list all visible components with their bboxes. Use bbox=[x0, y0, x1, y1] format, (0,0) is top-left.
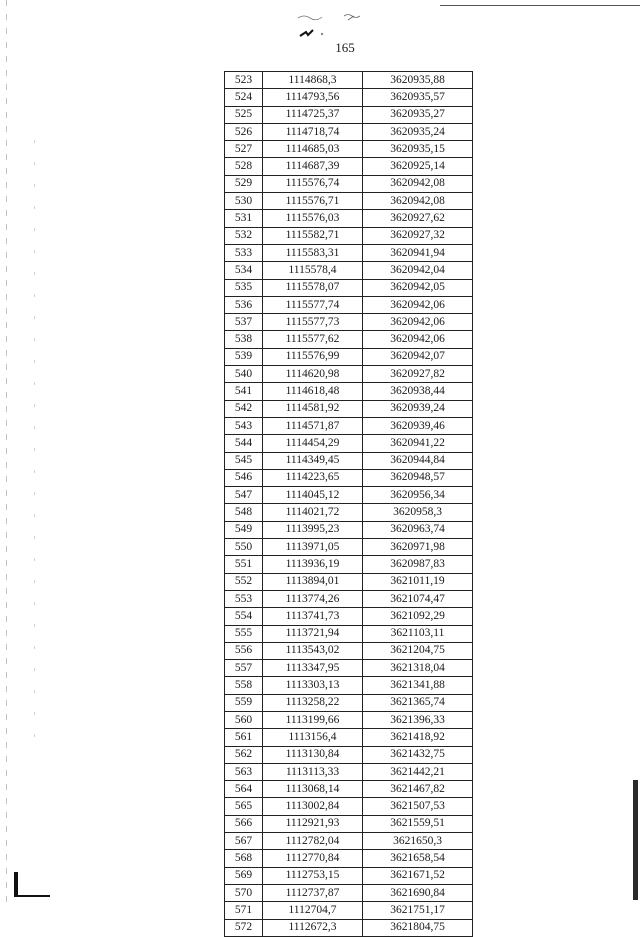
x-coordinate-cell: 1113156,4 bbox=[263, 729, 363, 746]
x-coordinate-cell: 1112770,84 bbox=[263, 850, 363, 867]
point-number-cell: 530 bbox=[225, 193, 263, 210]
x-coordinate-cell: 1113543,02 bbox=[263, 642, 363, 659]
point-number-cell: 549 bbox=[225, 521, 263, 538]
table-row bbox=[225, 106, 473, 123]
point-number-cell: 550 bbox=[225, 539, 263, 556]
y-coordinate-cell: 3621671,52 bbox=[363, 867, 473, 884]
y-coordinate-cell: 3620971,98 bbox=[363, 539, 473, 556]
table-row bbox=[225, 608, 473, 625]
table-row bbox=[225, 919, 473, 936]
table-row bbox=[225, 850, 473, 867]
table-row bbox=[225, 815, 473, 832]
coordinates-table bbox=[224, 71, 473, 937]
scan-artifact-left-edge-inner bbox=[34, 140, 35, 740]
table-row bbox=[225, 590, 473, 607]
table-row bbox=[225, 348, 473, 365]
corner-mark-vertical bbox=[14, 872, 18, 897]
table-row bbox=[225, 452, 473, 469]
table-row bbox=[225, 331, 473, 348]
point-number-cell: 556 bbox=[225, 642, 263, 659]
table-row bbox=[225, 556, 473, 573]
point-number-cell: 558 bbox=[225, 677, 263, 694]
y-coordinate-cell: 3621690,84 bbox=[363, 884, 473, 901]
point-number-cell: 529 bbox=[225, 175, 263, 192]
y-coordinate-cell: 3621396,33 bbox=[363, 711, 473, 728]
point-number-cell: 523 bbox=[225, 72, 263, 89]
x-coordinate-cell: 1113971,05 bbox=[263, 539, 363, 556]
y-coordinate-cell: 3620942,08 bbox=[363, 175, 473, 192]
x-coordinate-cell: 1114454,29 bbox=[263, 435, 363, 452]
x-coordinate-cell: 1112782,04 bbox=[263, 833, 363, 850]
x-coordinate-cell: 1113258,22 bbox=[263, 694, 363, 711]
table-row bbox=[225, 244, 473, 261]
y-coordinate-cell: 3620942,08 bbox=[363, 193, 473, 210]
table-row bbox=[225, 417, 473, 434]
point-number-cell: 545 bbox=[225, 452, 263, 469]
x-coordinate-cell: 1113721,94 bbox=[263, 625, 363, 642]
table-row bbox=[225, 867, 473, 884]
y-coordinate-cell: 3620942,06 bbox=[363, 296, 473, 313]
y-coordinate-cell: 3620942,04 bbox=[363, 262, 473, 279]
scan-artifact-left-edge bbox=[6, 0, 7, 905]
x-coordinate-cell: 1113936,19 bbox=[263, 556, 363, 573]
point-number-cell: 542 bbox=[225, 400, 263, 417]
x-coordinate-cell: 1113303,13 bbox=[263, 677, 363, 694]
point-number-cell: 557 bbox=[225, 660, 263, 677]
y-coordinate-cell: 3620941,22 bbox=[363, 435, 473, 452]
y-coordinate-cell: 3621341,88 bbox=[363, 677, 473, 694]
x-coordinate-cell: 1112921,93 bbox=[263, 815, 363, 832]
point-number-cell: 569 bbox=[225, 867, 263, 884]
point-number-cell: 555 bbox=[225, 625, 263, 642]
y-coordinate-cell: 3620942,06 bbox=[363, 314, 473, 331]
x-coordinate-cell: 1113199,66 bbox=[263, 711, 363, 728]
table-row bbox=[225, 314, 473, 331]
x-coordinate-cell: 1112737,87 bbox=[263, 884, 363, 901]
coordinates-table-body bbox=[225, 72, 473, 937]
x-coordinate-cell: 1115576,03 bbox=[263, 210, 363, 227]
x-coordinate-cell: 1114793,56 bbox=[263, 89, 363, 106]
y-coordinate-cell: 3620935,24 bbox=[363, 123, 473, 140]
scan-artifact-top-line bbox=[440, 5, 640, 6]
y-coordinate-cell: 3620941,94 bbox=[363, 244, 473, 261]
table-row bbox=[225, 763, 473, 780]
x-coordinate-cell: 1114620,98 bbox=[263, 366, 363, 383]
point-number-cell: 554 bbox=[225, 608, 263, 625]
table-row bbox=[225, 72, 473, 89]
y-coordinate-cell: 3621804,75 bbox=[363, 919, 473, 936]
corner-mark-horizontal bbox=[14, 895, 50, 897]
x-coordinate-cell: 1115583,31 bbox=[263, 244, 363, 261]
point-number-cell: 566 bbox=[225, 815, 263, 832]
point-number-cell: 543 bbox=[225, 417, 263, 434]
table-row bbox=[225, 781, 473, 798]
y-coordinate-cell: 3621011,19 bbox=[363, 573, 473, 590]
x-coordinate-cell: 1115578,07 bbox=[263, 279, 363, 296]
table-row bbox=[225, 660, 473, 677]
point-number-cell: 528 bbox=[225, 158, 263, 175]
table-row bbox=[225, 89, 473, 106]
table-row bbox=[225, 521, 473, 538]
table-row bbox=[225, 296, 473, 313]
point-number-cell: 532 bbox=[225, 227, 263, 244]
x-coordinate-cell: 1115577,74 bbox=[263, 296, 363, 313]
x-coordinate-cell: 1114045,12 bbox=[263, 487, 363, 504]
x-coordinate-cell: 1113894,01 bbox=[263, 573, 363, 590]
x-coordinate-cell: 1113741,73 bbox=[263, 608, 363, 625]
point-number-cell: 552 bbox=[225, 573, 263, 590]
table-row bbox=[225, 694, 473, 711]
point-number-cell: 536 bbox=[225, 296, 263, 313]
x-coordinate-cell: 1113113,33 bbox=[263, 763, 363, 780]
y-coordinate-cell: 3620927,32 bbox=[363, 227, 473, 244]
point-number-cell: 534 bbox=[225, 262, 263, 279]
point-number-cell: 548 bbox=[225, 504, 263, 521]
table-row bbox=[225, 902, 473, 919]
y-coordinate-cell: 3621650,3 bbox=[363, 833, 473, 850]
page-number: 165 bbox=[335, 40, 355, 55]
y-coordinate-cell: 3620935,27 bbox=[363, 106, 473, 123]
table-row bbox=[225, 469, 473, 486]
point-number-cell: 559 bbox=[225, 694, 263, 711]
point-number-cell: 572 bbox=[225, 919, 263, 936]
table-row bbox=[225, 884, 473, 901]
y-coordinate-cell: 3620963,74 bbox=[363, 521, 473, 538]
x-coordinate-cell: 1113068,14 bbox=[263, 781, 363, 798]
x-coordinate-cell: 1114021,72 bbox=[263, 504, 363, 521]
point-number-cell: 567 bbox=[225, 833, 263, 850]
point-number-cell: 553 bbox=[225, 590, 263, 607]
y-coordinate-cell: 3621092,29 bbox=[363, 608, 473, 625]
point-number-cell: 565 bbox=[225, 798, 263, 815]
x-coordinate-cell: 1113995,23 bbox=[263, 521, 363, 538]
point-number-cell: 527 bbox=[225, 141, 263, 158]
y-coordinate-cell: 3620935,57 bbox=[363, 89, 473, 106]
y-coordinate-cell: 3620925,14 bbox=[363, 158, 473, 175]
point-number-cell: 551 bbox=[225, 556, 263, 573]
point-number-cell: 540 bbox=[225, 366, 263, 383]
y-coordinate-cell: 3620935,15 bbox=[363, 141, 473, 158]
point-number-cell: 564 bbox=[225, 781, 263, 798]
point-number-cell: 538 bbox=[225, 331, 263, 348]
x-coordinate-cell: 1114868,3 bbox=[263, 72, 363, 89]
x-coordinate-cell: 1113774,26 bbox=[263, 590, 363, 607]
y-coordinate-cell: 3620942,05 bbox=[363, 279, 473, 296]
point-number-cell: 561 bbox=[225, 729, 263, 746]
point-number-cell: 560 bbox=[225, 711, 263, 728]
point-number-cell: 544 bbox=[225, 435, 263, 452]
x-coordinate-cell: 1114685,03 bbox=[263, 141, 363, 158]
y-coordinate-cell: 3621204,75 bbox=[363, 642, 473, 659]
point-number-cell: 539 bbox=[225, 348, 263, 365]
y-coordinate-cell: 3621103,11 bbox=[363, 625, 473, 642]
table-row bbox=[225, 573, 473, 590]
y-coordinate-cell: 3621432,75 bbox=[363, 746, 473, 763]
point-number-cell: 571 bbox=[225, 902, 263, 919]
table-row bbox=[225, 175, 473, 192]
stamp-smudge-icon bbox=[296, 10, 376, 40]
table-row bbox=[225, 400, 473, 417]
y-coordinate-cell: 3620935,88 bbox=[363, 72, 473, 89]
point-number-cell: 563 bbox=[225, 763, 263, 780]
point-number-cell: 547 bbox=[225, 487, 263, 504]
x-coordinate-cell: 1114223,65 bbox=[263, 469, 363, 486]
y-coordinate-cell: 3621507,53 bbox=[363, 798, 473, 815]
table-row bbox=[225, 504, 473, 521]
table-row bbox=[225, 625, 473, 642]
x-coordinate-cell: 1114725,37 bbox=[263, 106, 363, 123]
x-coordinate-cell: 1114581,92 bbox=[263, 400, 363, 417]
x-coordinate-cell: 1115578,4 bbox=[263, 262, 363, 279]
table-row bbox=[225, 435, 473, 452]
y-coordinate-cell: 3620927,62 bbox=[363, 210, 473, 227]
point-number-cell: 568 bbox=[225, 850, 263, 867]
y-coordinate-cell: 3620939,24 bbox=[363, 400, 473, 417]
point-number-cell: 535 bbox=[225, 279, 263, 296]
table-row bbox=[225, 210, 473, 227]
x-coordinate-cell: 1115577,73 bbox=[263, 314, 363, 331]
y-coordinate-cell: 3620958,3 bbox=[363, 504, 473, 521]
y-coordinate-cell: 3621559,51 bbox=[363, 815, 473, 832]
table-row bbox=[225, 279, 473, 296]
point-number-cell: 546 bbox=[225, 469, 263, 486]
y-coordinate-cell: 3621074,47 bbox=[363, 590, 473, 607]
y-coordinate-cell: 3620987,83 bbox=[363, 556, 473, 573]
x-coordinate-cell: 1112753,15 bbox=[263, 867, 363, 884]
y-coordinate-cell: 3620942,07 bbox=[363, 348, 473, 365]
table-row bbox=[225, 383, 473, 400]
y-coordinate-cell: 3621751,17 bbox=[363, 902, 473, 919]
y-coordinate-cell: 3620948,57 bbox=[363, 469, 473, 486]
table-row bbox=[225, 123, 473, 140]
x-coordinate-cell: 1112704,7 bbox=[263, 902, 363, 919]
table-row bbox=[225, 746, 473, 763]
point-number-cell: 533 bbox=[225, 244, 263, 261]
x-coordinate-cell: 1112672,3 bbox=[263, 919, 363, 936]
y-coordinate-cell: 3620942,06 bbox=[363, 331, 473, 348]
point-number-cell: 562 bbox=[225, 746, 263, 763]
table-row bbox=[225, 729, 473, 746]
table-row bbox=[225, 487, 473, 504]
y-coordinate-cell: 3620927,82 bbox=[363, 366, 473, 383]
table-row bbox=[225, 539, 473, 556]
y-coordinate-cell: 3621418,92 bbox=[363, 729, 473, 746]
y-coordinate-cell: 3620944,84 bbox=[363, 452, 473, 469]
y-coordinate-cell: 3621467,82 bbox=[363, 781, 473, 798]
x-coordinate-cell: 1114618,48 bbox=[263, 383, 363, 400]
x-coordinate-cell: 1115577,62 bbox=[263, 331, 363, 348]
x-coordinate-cell: 1115576,71 bbox=[263, 193, 363, 210]
point-number-cell: 537 bbox=[225, 314, 263, 331]
y-coordinate-cell: 3620956,34 bbox=[363, 487, 473, 504]
point-number-cell: 525 bbox=[225, 106, 263, 123]
y-coordinate-cell: 3621442,21 bbox=[363, 763, 473, 780]
x-coordinate-cell: 1115576,74 bbox=[263, 175, 363, 192]
y-coordinate-cell: 3621365,74 bbox=[363, 694, 473, 711]
table-row bbox=[225, 677, 473, 694]
x-coordinate-cell: 1113130,84 bbox=[263, 746, 363, 763]
x-coordinate-cell: 1114571,87 bbox=[263, 417, 363, 434]
table-row bbox=[225, 227, 473, 244]
table-row bbox=[225, 193, 473, 210]
x-coordinate-cell: 1115576,99 bbox=[263, 348, 363, 365]
y-coordinate-cell: 3621318,04 bbox=[363, 660, 473, 677]
scan-artifact-right-edge bbox=[633, 780, 638, 900]
point-number-cell: 541 bbox=[225, 383, 263, 400]
table-row bbox=[225, 141, 473, 158]
point-number-cell: 570 bbox=[225, 884, 263, 901]
y-coordinate-cell: 3620938,44 bbox=[363, 383, 473, 400]
table-row bbox=[225, 711, 473, 728]
x-coordinate-cell: 1115582,71 bbox=[263, 227, 363, 244]
x-coordinate-cell: 1113347,95 bbox=[263, 660, 363, 677]
table-row bbox=[225, 833, 473, 850]
point-number-cell: 531 bbox=[225, 210, 263, 227]
table-row bbox=[225, 798, 473, 815]
x-coordinate-cell: 1114349,45 bbox=[263, 452, 363, 469]
table-row bbox=[225, 158, 473, 175]
y-coordinate-cell: 3620939,46 bbox=[363, 417, 473, 434]
point-number-cell: 526 bbox=[225, 123, 263, 140]
table-row bbox=[225, 642, 473, 659]
x-coordinate-cell: 1114687,39 bbox=[263, 158, 363, 175]
table-row bbox=[225, 262, 473, 279]
table-row bbox=[225, 366, 473, 383]
y-coordinate-cell: 3621658,54 bbox=[363, 850, 473, 867]
point-number-cell: 524 bbox=[225, 89, 263, 106]
x-coordinate-cell: 1113002,84 bbox=[263, 798, 363, 815]
x-coordinate-cell: 1114718,74 bbox=[263, 123, 363, 140]
